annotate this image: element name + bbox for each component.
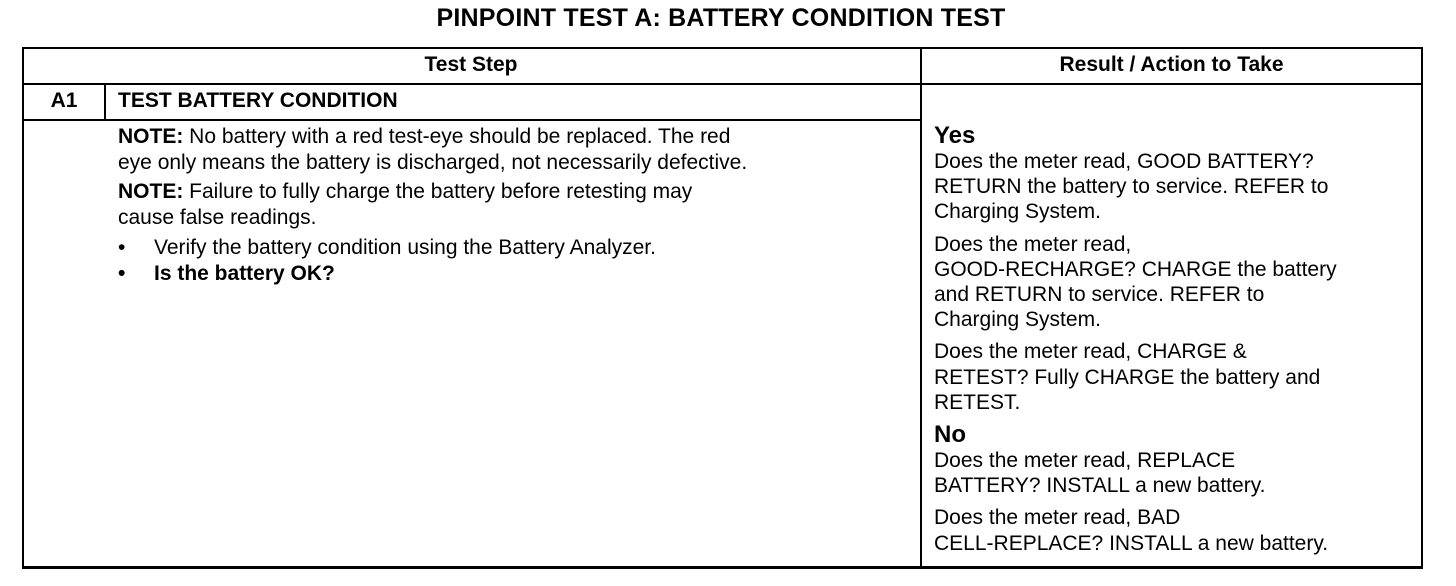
- result-line: BATTERY? INSTALL a new battery.: [934, 474, 1266, 498]
- result-item: [934, 232, 1337, 333]
- step-row-divider: [22, 119, 920, 121]
- note-label: NOTE:: [118, 125, 184, 148]
- header-test-step: Test Step: [424, 53, 518, 76]
- result-line: and RETURN to service. REFER to: [934, 283, 1265, 307]
- result-line: Does the meter read, GOOD BATTERY?: [934, 150, 1314, 173]
- note-text: cause false readings.: [118, 205, 317, 229]
- header-divider: [22, 83, 1423, 85]
- bullet-question: Is the battery OK?: [154, 261, 335, 285]
- result-line: Does the meter read, REPLACE: [934, 449, 1236, 473]
- result-line: Does the meter read, BAD: [934, 506, 1181, 530]
- result-line: Charging System.: [934, 308, 1101, 332]
- result-body: [934, 123, 1337, 556]
- bullet-icon: •: [118, 261, 126, 285]
- result-line: CELL-REPLACE? INSTALL a new battery.: [934, 531, 1329, 555]
- result-item: [934, 505, 1337, 555]
- result-item: [934, 448, 1337, 498]
- table-border-right: [1421, 47, 1423, 568]
- step-body: [118, 124, 747, 286]
- table-border-top: [22, 47, 1423, 49]
- header-result-action: Result / Action to Take: [1059, 53, 1284, 76]
- result-line: Charging System.: [934, 200, 1101, 224]
- result-line: GOOD-RECHARGE? CHARGE the battery: [934, 257, 1337, 281]
- result-item: [934, 339, 1337, 415]
- bullet-item: [118, 235, 747, 261]
- result-line: Does the meter read, CHARGE &: [934, 340, 1247, 364]
- note-2: [118, 179, 747, 230]
- result-no-label: No: [934, 421, 966, 449]
- note-label: NOTE:: [118, 180, 184, 203]
- column-divider: [920, 47, 922, 568]
- result-line: RETURN the battery to service. REFER to: [934, 175, 1329, 199]
- result-line: RETEST? Fully CHARGE the battery and: [934, 365, 1321, 389]
- step-id-divider: [104, 84, 106, 120]
- bullet-item: [118, 261, 747, 287]
- step-id: A1: [50, 89, 78, 112]
- result-item: [934, 149, 1337, 225]
- page-title: PINPOINT TEST A: BATTERY CONDITION TEST: [436, 4, 1006, 32]
- result-yes-label: Yes: [934, 122, 976, 149]
- note-text: Failure to fully charge the battery before retesting may: [183, 180, 693, 203]
- result-line: Does the meter read,: [934, 232, 1132, 256]
- table-border-left: [22, 47, 24, 568]
- pinpoint-test-table: [22, 47, 1423, 568]
- note-text: eye only means the battery is discharged, not necessarily defective.: [118, 150, 748, 174]
- result-line: RETEST.: [934, 390, 1021, 414]
- note-text: No battery with a red test-eye should be replaced. The red: [183, 125, 731, 148]
- step-heading: TEST BATTERY CONDITION: [118, 89, 398, 112]
- bullet-text: Verify the battery condition using the Battery Analyzer.: [154, 236, 656, 259]
- table-border-bottom: [22, 566, 1423, 569]
- bullet-icon: •: [118, 236, 126, 259]
- note-1: [118, 124, 747, 175]
